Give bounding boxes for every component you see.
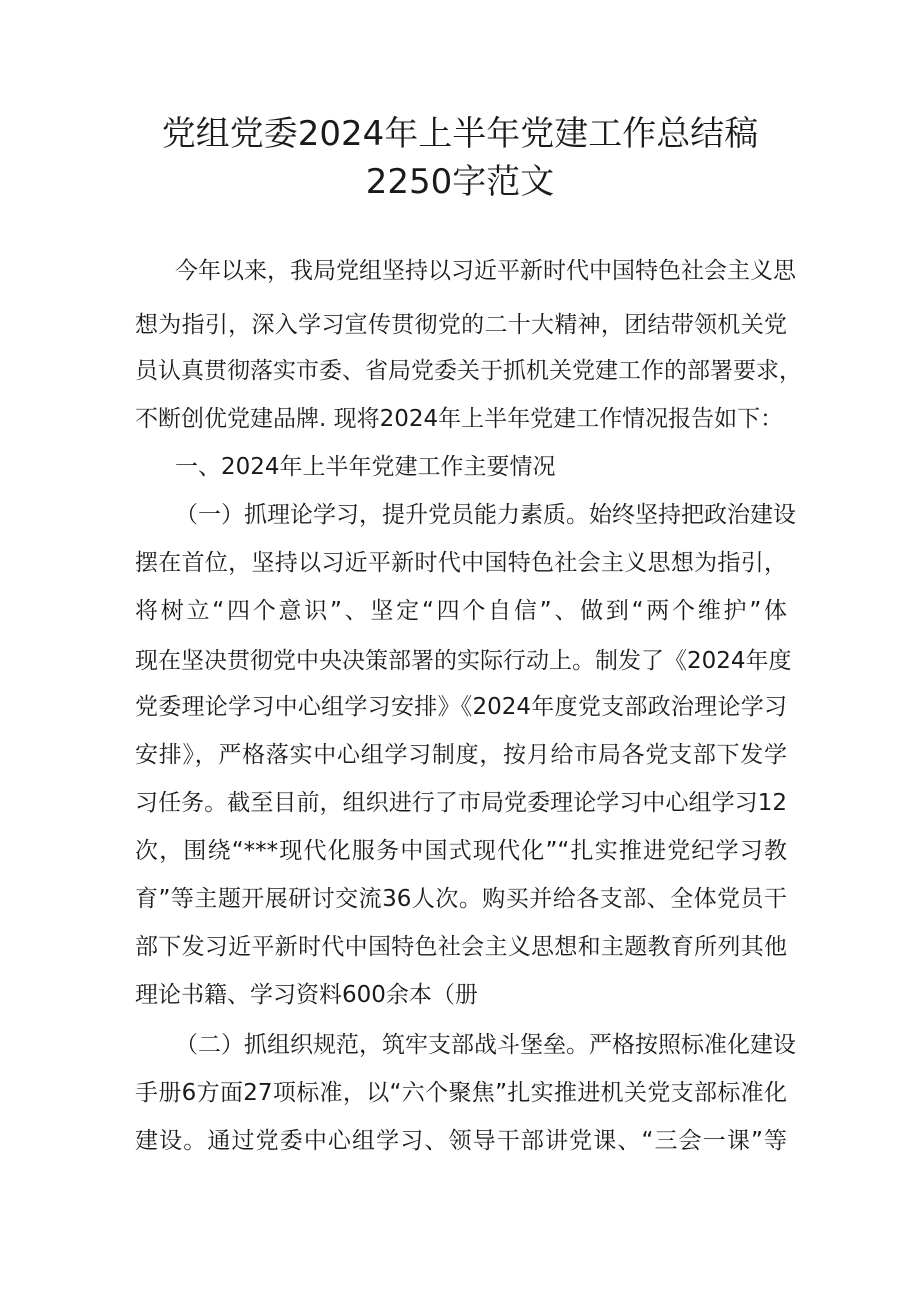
paragraph-3-line-1: （一）抓理论学习，提升党员能力素质。始终坚持把政治建设: [175, 502, 796, 528]
paragraph-1-line-1: 今年以来，我局党组坚持以习近平新时代中国特色社会主义思: [175, 258, 796, 284]
paragraph-4-line-1: （二）抓组织规范，筑牢支部战斗堡垒。严格按照标准化建设: [175, 1032, 796, 1058]
paragraph-1-line-3: 员认真贯彻落实市委、省局党委关于抓机关党建工作的部署要求，: [135, 358, 802, 384]
paragraph-3-line-9: 育”等主题开展研讨交流36人次。购买并给各支部、全体党员干: [135, 886, 787, 912]
paragraph-3-line-6: 安排》，严格落实中心组学习制度，按月给市局各党支部下发学: [135, 742, 787, 768]
paragraph-1-line-4: 不断创优党建品牌. 现将2024年上半年党建工作情况报告如下：: [135, 406, 784, 432]
paragraph-1-line-2: 想为指引，深入学习宣传贯彻党的二十大精神，团结带领机关党: [135, 312, 787, 338]
paragraph-3-line-7: 习任务。截至目前，组织进行了市局党委理论学习中心组学习12: [135, 790, 787, 816]
document-title-line2: 2250字范文: [365, 162, 555, 202]
document-title-line1: 党组党委2024年上半年党建工作总结稿: [161, 114, 759, 154]
paragraph-3-line-11: 理论书籍、学习资料600余本（册: [135, 982, 478, 1008]
paragraph-3-line-4: 现在坚决贯彻党中央决策部署的实际行动上。制发了《2024年度: [135, 648, 792, 674]
paragraph-3-line-5: 党委理论学习中心组学习安排》《2024年度党支部政治理论学习: [135, 694, 787, 720]
paragraph-4-line-2: 手册6方面27项标准，以“六个聚焦”扎实推进机关党支部标准化: [135, 1080, 787, 1106]
section-heading-1: 一、2024年上半年党建工作主要情况: [175, 454, 556, 480]
paragraph-3-line-3: 将树立“四个意识”、坚定“四个自信”、做到“两个维护”体: [135, 598, 787, 624]
paragraph-3-line-2: 摆在首位，坚持以习近平新时代中国特色社会主义思想为指引，: [135, 550, 787, 576]
paragraph-4-line-3: 建设。通过党委中心组学习、领导干部讲党课、“三会一课”等: [135, 1128, 787, 1154]
paragraph-3-line-8: 次，围绕“***现代化服务中国式现代化”“扎实推进党纪学习教: [135, 838, 787, 864]
paragraph-3-line-10: 部下发习近平新时代中国特色社会主义思想和主题教育所列其他: [135, 934, 787, 960]
